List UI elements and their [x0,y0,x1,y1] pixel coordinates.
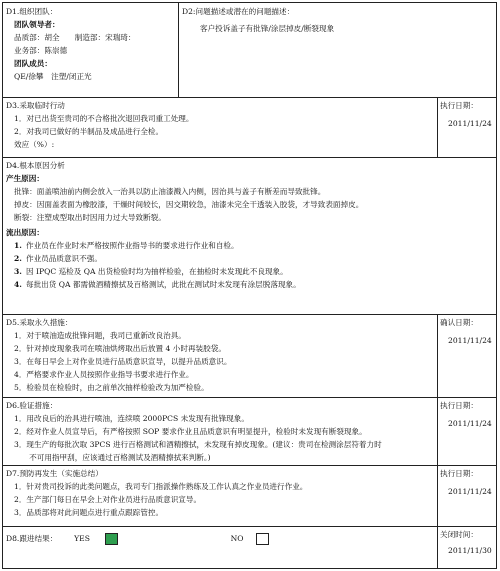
d7-date: 2011/11/24 [448,487,492,496]
d3-content-cell [3,98,438,157]
d8-result-line [6,532,434,545]
d7-item-1: 1．针对贵司投诉的此类问题点，我司专门指派操作熟练及工作认真之作业员进行作业。 [14,482,308,491]
d1-leader-line1: 品质部：胡全 制造部：宋瑞琦： [14,33,136,42]
d4-content-cell [3,158,496,314]
d3-effect: 效应（%）: [14,140,55,149]
d4-outflow-3 [6,265,493,278]
d7-date-label: 执行日期： [440,469,478,478]
d1-member-heading: 团队成员： [14,59,52,68]
d3-date-cell [438,98,496,157]
d5-section [3,315,496,398]
d1-d2-section [3,3,496,98]
d2-problem-cell [179,3,496,97]
d4-cause-heading: 产生原因： [6,174,44,183]
d5-item-3: 3．在每日早会上对作业员进行品质意识宣导，以提升品质意识。 [14,357,232,366]
d8-yes-checkbox[interactable] [105,533,118,545]
d5-date: 2011/11/24 [448,336,492,345]
d8-date: 2011/11/30 [448,546,492,555]
d7-item-3: 3．品质部将对此问题点进行重点跟踪管控。 [14,508,164,517]
d2-title: D2:问题描述或潜在的问题描述： [182,7,295,16]
d6-item-1: 1．用改良后的治具进行喷油，连续喷 2000PCS 未发现有批锋现象。 [14,414,249,423]
d4-outflow-4 [6,278,493,291]
d7-section [3,466,496,527]
d6-date-cell [438,398,496,465]
d5-item-5: 5．检验员在检验时，由之前单次抽样检验改为加严检验。 [14,383,209,392]
d6-date: 2011/11/24 [448,419,492,428]
d5-item-2: 2．针对掉皮现象我司在喷油烘烤取出后放置 4 小时再装胶袋。 [14,344,226,353]
d7-title: D7.预防再发生（实施总结） [6,469,103,478]
d1-title: D1.组织团队： [6,7,58,16]
d8-no-label: NO [230,534,244,543]
d4-outflow-4-text: 每批出货 QA 都需做酒精擦拭及百格测试，此批在测试时未发现有涂层脱落现象。 [26,280,301,289]
d8-content-cell [3,527,438,568]
d3-item-1: 1．对已出货至贵司的不合格批次退回我司重工处理。 [14,114,194,123]
d4-outflow-2-num: 2. [14,254,22,263]
d5-content-cell [3,315,438,397]
d4-cause-1: 批锋：面盖喷油前内侧会放入一治具以防止油漆溅入内侧，因治具与盖子有断差而导致批锋。 [14,187,326,196]
d4-outflow-1-num: 1. [14,241,22,250]
d4-outflow-1 [6,239,493,252]
d3-date: 2011/11/24 [448,119,492,128]
d4-outflow-2 [6,252,493,265]
d1-member-line: QE/徐攀 注塑/闭正光 [14,72,92,81]
d5-item-4: 4．严格要求作业人员按照作业指导书要求进行作业。 [14,370,194,379]
d8-date-label: 关闭时间： [440,530,478,539]
d4-outflow-1-text: 作业员在作业时未严格按照作业指导书的要求进行作业和自检。 [26,241,239,250]
d1-team-cell [3,3,179,97]
d3-section [3,98,496,158]
d6-date-label: 执行日期： [440,401,478,410]
d7-content-cell [3,466,438,526]
d2-problem-text: 客户投诉盖子有批锋/涂层掉皮/断裂现象 [200,24,335,33]
d8-no-checkbox[interactable] [256,533,269,545]
d4-outflow-2-text: 作业员品质意识不强。 [26,254,102,263]
d5-item-1: 1．对于喷油造成批锋问题，我司已重新改良治具。 [14,331,186,340]
d7-item-2: 2．生产部门每日在早会上对作业员进行品质意识宣导。 [14,495,202,504]
d6-item-2: 2．经对作业人员宣导后，有严格按照 SOP 要求作业且品质意识有明显提升，检验时未发现有断裂现象。 [14,427,367,436]
d5-date-cell [438,315,496,397]
d4-outflow-3-num: 3. [14,267,22,276]
8d-report-form [2,2,497,569]
d6-content-cell [3,398,438,465]
d5-title: D5.采取永久措施： [6,318,73,327]
d3-item-2: 2．对我司已做好的半制品及成品进行全检。 [14,127,164,136]
d4-section [3,158,496,315]
d8-date-cell [438,527,496,568]
d1-leader-heading: 团队领导者： [14,20,60,29]
d7-date-cell [438,466,496,526]
d4-cause-3: 断裂：注塑成型取出时因用力过大导致断裂。 [14,213,166,222]
d8-yes-label: YES [74,534,90,543]
d4-outflow-3-text: 因 IPQC 巡检及 QA 出货检验时均为抽样检验，在抽检时未发现此不良现象。 [26,267,288,276]
d3-title: D3.采取临时行动 [6,101,65,110]
d4-cause-2: 掉皮：因面盖表面为橡胶漆，干燥时间较长，因交期较急，油漆未完全干透装入胶袋，才导致表面掉皮。 [14,200,364,209]
d8-section [3,527,496,568]
d6-title: D6.验证措施： [6,401,58,410]
d4-outflow-heading: 流出原因： [6,228,44,237]
d8-title: D8.跟进结果： [6,534,58,543]
d4-outflow-4-num: 4. [14,280,22,289]
d4-title: D4.根本原因分析 [6,161,65,170]
d6-item-3: 3．现生产的每批次取 3PCS 进行百格测试和酒精擦拭，未发现有掉皮现象。(建议：贵司在检测涂层符着力时 [14,440,382,449]
d1-leader-line2: 业务部：陈崇德 [14,46,68,55]
d3-date-label: 执行日期： [440,101,478,110]
d6-section [3,398,496,466]
d5-date-label: 确认日期： [440,318,478,327]
d6-item-3-cont: 不可用指甲刮，应该通过百格测试及酒精擦拭来判断。) [14,453,211,462]
